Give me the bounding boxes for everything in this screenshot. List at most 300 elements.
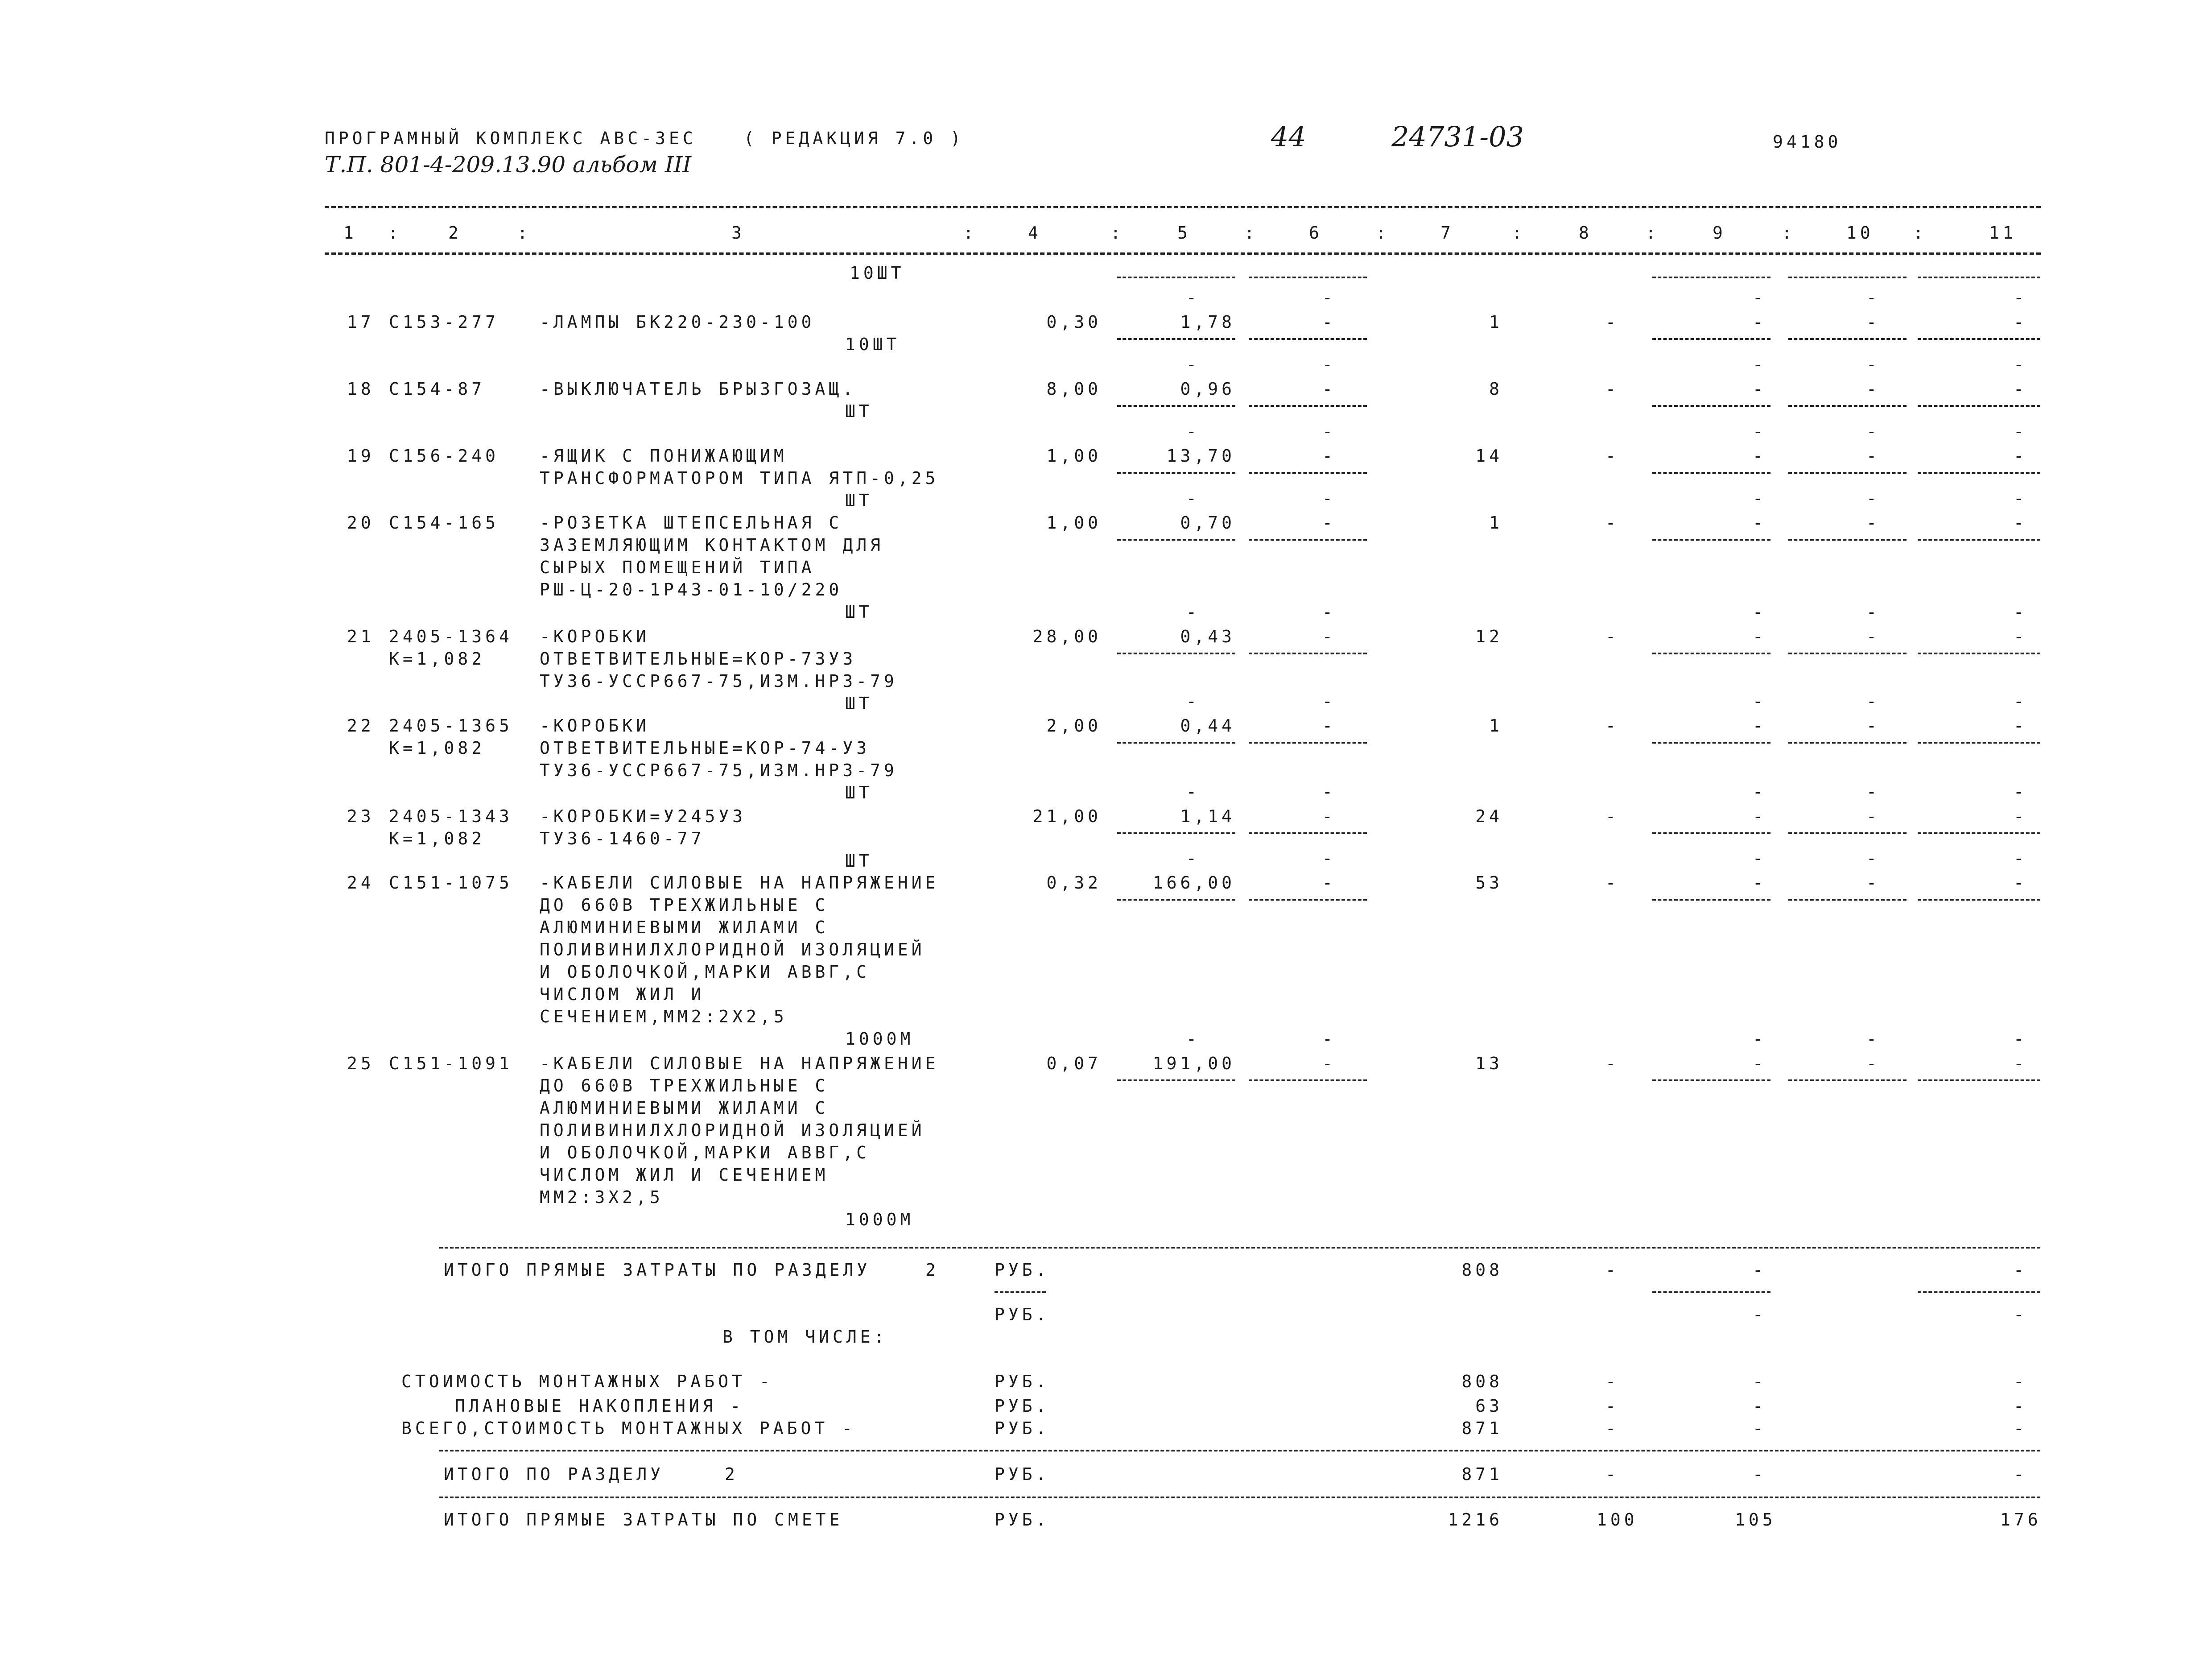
estimate-total-unit: РУБ. [995, 1510, 1050, 1530]
item-dash-above: - [1186, 488, 1200, 508]
summary-subrule [1918, 1291, 2040, 1293]
item-subrule [1788, 338, 1907, 340]
cost-breakdown-col11: - [2014, 1372, 2027, 1391]
item-unit-cost: 166,00 [1152, 873, 1235, 893]
item-unit: ШТ [845, 401, 873, 421]
item-col9: - [1753, 446, 1766, 466]
item-subrule [1918, 405, 2040, 407]
item-col11: - [2014, 873, 2027, 893]
item-code: 2405-1364 [389, 627, 513, 646]
top-unit: 10ШТ [850, 263, 905, 283]
estimate-total-col11: 176 [2000, 1510, 2042, 1530]
item-subrule [1117, 899, 1235, 901]
item-total-cost: 24 [1475, 806, 1503, 826]
column-header-5: 5 [1177, 223, 1191, 243]
cost-breakdown-total: 808 [1461, 1372, 1503, 1391]
section-total-rule [439, 1450, 2040, 1451]
summary-subrule [995, 1291, 1046, 1293]
top-subrule [1788, 277, 1907, 278]
item-dash-above: - [1322, 782, 1336, 802]
item-col11: - [2014, 716, 2027, 736]
item-dash-above: - [1753, 602, 1766, 622]
item-dash-above: - [1186, 848, 1200, 868]
item-col10: - [1866, 627, 1880, 646]
item-description-line: И ОБОЛОЧКОЙ,МАРКИ АВВГ,С [540, 962, 871, 982]
item-description-line: ТУ36-1460-77 [540, 829, 705, 848]
item-col6: - [1322, 627, 1336, 646]
item-col8: - [1605, 446, 1619, 466]
item-subrule [1652, 653, 1770, 654]
item-col9: - [1753, 379, 1766, 399]
column-header-1: 1 [343, 223, 357, 243]
item-col6: - [1322, 312, 1336, 332]
item-dash-above: - [1322, 488, 1336, 508]
document-number: 24731-03 [1391, 120, 1524, 153]
estimate-total-col9: 105 [1735, 1510, 1776, 1530]
item-subrule [1117, 338, 1235, 340]
cost-breakdown-col11: - [2014, 1418, 2027, 1438]
item-col8: - [1605, 312, 1619, 332]
item-coefficient: К=1,082 [389, 829, 486, 848]
item-description-line: ДО 660В ТРЕХЖИЛЬНЫЕ С [540, 1076, 829, 1096]
item-quantity: 28,00 [1032, 627, 1102, 646]
item-dash-above: - [1322, 422, 1336, 441]
item-dash-above: - [2014, 691, 2027, 711]
item-col10: - [1866, 716, 1880, 736]
item-subrule [1652, 832, 1770, 834]
direct-costs-unit: РУБ. [995, 1260, 1050, 1280]
column-separator: : [1512, 223, 1526, 243]
item-col6: - [1322, 446, 1336, 466]
item-subrule [1788, 653, 1907, 654]
section-total-section: 2 [725, 1464, 739, 1484]
item-col11: - [2014, 446, 2027, 466]
item-unit: ШТ [845, 851, 873, 871]
section-total-col8: - [1605, 1464, 1619, 1484]
item-dash-above: - [1186, 355, 1200, 374]
item-dash-above: - [2014, 488, 2027, 508]
item-dash-above: - [2014, 782, 2027, 802]
item-description-line: ЗАЗЕМЛЯЮЩИМ КОНТАКТОМ ДЛЯ [540, 535, 884, 555]
estimate-total-label: ИТОГО ПРЯМЫЕ ЗАТРАТЫ ПО СМЕТЕ [444, 1510, 843, 1530]
cost-breakdown-total: 63 [1475, 1396, 1503, 1416]
item-unit-cost: 0,44 [1180, 716, 1235, 736]
item-dash-above: - [1753, 355, 1766, 374]
item-dash-above: - [1753, 691, 1766, 711]
item-dash-above: - [1322, 602, 1336, 622]
item-dash-above: - [1186, 422, 1200, 441]
item-unit: ШТ [845, 602, 873, 622]
item-dash-above: - [1753, 848, 1766, 868]
item-col10: - [1866, 513, 1880, 533]
item-dash-above: - [2014, 288, 2027, 307]
item-description-line: -ЯЩИК С ПОНИЖАЮЩИМ [540, 446, 788, 466]
item-col6: - [1322, 873, 1336, 893]
item-col9: - [1753, 513, 1766, 533]
item-col6: - [1322, 806, 1336, 826]
column-header-10: 10 [1846, 223, 1874, 243]
item-unit-cost: 13,70 [1166, 446, 1235, 466]
item-col9: - [1753, 806, 1766, 826]
item-dash-above: - [1322, 288, 1336, 307]
item-subrule [1918, 832, 2040, 834]
item-col9: - [1753, 1054, 1766, 1073]
top-subrule [1249, 277, 1367, 278]
item-subrule [1249, 899, 1367, 901]
item-description-line: ДО 660В ТРЕХЖИЛЬНЫЕ С [540, 895, 829, 915]
item-dash-above: - [1866, 488, 1880, 508]
item-dash-above: - [1753, 422, 1766, 441]
item-description-line: ПОЛИВИНИЛХЛОРИДНОЙ ИЗОЛЯЦИЕЙ [540, 1120, 925, 1140]
top-subrule [1918, 277, 2040, 278]
direct-costs-col9: - [1753, 1260, 1766, 1280]
item-subrule [1249, 1079, 1367, 1081]
summary-subrule [1652, 1291, 1770, 1293]
item-quantity: 1,00 [1046, 446, 1102, 466]
direct-costs-total: 808 [1461, 1260, 1503, 1280]
item-number: 23 [347, 806, 375, 826]
item-number: 24 [347, 873, 375, 893]
item-unit: 10ШТ [845, 335, 900, 354]
item-subrule [1117, 653, 1235, 654]
section-total-value: 871 [1461, 1464, 1503, 1484]
item-subrule [1117, 539, 1235, 541]
item-col6: - [1322, 513, 1336, 533]
item-description-line: ММ2:3Х2,5 [540, 1187, 664, 1207]
column-separator: : [517, 223, 531, 243]
item-subrule [1249, 832, 1367, 834]
cost-breakdown-col9: - [1753, 1396, 1766, 1416]
item-col11: - [2014, 1054, 2027, 1073]
item-unit: 1000М [845, 1029, 914, 1049]
item-dash-above: - [1866, 848, 1880, 868]
item-dash-above: - [1866, 355, 1880, 374]
item-subrule [1918, 472, 2040, 474]
cost-breakdown-col9: - [1753, 1372, 1766, 1391]
item-dash-above: - [1322, 848, 1336, 868]
item-code: 2405-1365 [389, 716, 513, 736]
item-total-cost: 14 [1475, 446, 1503, 466]
item-dash-above: - [1322, 1029, 1336, 1049]
direct-costs-label: ИТОГО ПРЯМЫЕ ЗАТРАТЫ ПО РАЗДЕЛУ [444, 1260, 871, 1280]
item-unit-cost: 0,43 [1180, 627, 1235, 646]
item-total-cost: 53 [1475, 873, 1503, 893]
item-subrule [1788, 405, 1907, 407]
column-header-3: 3 [731, 223, 745, 243]
item-dash-above: - [1866, 691, 1880, 711]
item-subrule [1117, 405, 1235, 407]
item-number: 19 [347, 446, 375, 466]
item-col9: - [1753, 627, 1766, 646]
item-col11: - [2014, 312, 2027, 332]
item-subrule [1918, 1079, 2040, 1081]
column-separator: : [963, 223, 977, 243]
item-dash-above: - [1186, 1029, 1200, 1049]
item-quantity: 1,00 [1046, 513, 1102, 533]
item-quantity: 8,00 [1046, 379, 1102, 399]
cost-breakdown-unit: РУБ. [995, 1418, 1050, 1438]
item-col10: - [1866, 1054, 1880, 1073]
item-dash-above: - [2014, 1029, 2027, 1049]
item-subrule [1249, 338, 1367, 340]
top-subrule [1652, 277, 1770, 278]
item-subrule [1249, 653, 1367, 654]
item-code: С153-277 [389, 312, 499, 332]
item-description-line: -КОРОБКИ [540, 627, 650, 646]
item-number: 22 [347, 716, 375, 736]
cost-breakdown-col9: - [1753, 1418, 1766, 1438]
item-number: 25 [347, 1054, 375, 1073]
item-subrule [1918, 338, 2040, 340]
item-description-line: -КОРОБКИ [540, 716, 650, 736]
estimate-total-rule [439, 1497, 2040, 1498]
item-dash-above: - [1866, 1029, 1880, 1049]
item-col6: - [1322, 1054, 1336, 1073]
second-unit-col9: - [1753, 1305, 1766, 1324]
item-description-line: -ВЫКЛЮЧАТЕЛЬ БРЫЗГОЗАЩ. [540, 379, 857, 399]
item-col11: - [2014, 379, 2027, 399]
item-number: 17 [347, 312, 375, 332]
item-code: С156-240 [389, 446, 499, 466]
item-quantity: 0,32 [1046, 873, 1102, 893]
item-subrule [1788, 899, 1907, 901]
cost-breakdown-col8: - [1605, 1396, 1619, 1416]
item-dash-above: - [2014, 355, 2027, 374]
item-subrule [1652, 539, 1770, 541]
item-description-line: ОТВЕТВИТЕЛЬНЫЕ=КОР-73У3 [540, 649, 857, 669]
item-description-line: -РОЗЕТКА ШТЕПСЕЛЬНАЯ С [540, 513, 843, 533]
item-subrule [1918, 539, 2040, 541]
item-unit-cost: 1,14 [1180, 806, 1235, 826]
second-unit: РУБ. [995, 1305, 1050, 1324]
program-title: ПРОГРАМНЫЙ КОМПЛЕКС АВС-3ЕС [325, 128, 697, 148]
item-description-line: -ЛАМПЫ БК220-230-100 [540, 312, 815, 332]
top-subrule [1117, 277, 1235, 278]
item-dash-above: - [1186, 782, 1200, 802]
item-code: С154-165 [389, 513, 499, 533]
item-col8: - [1605, 379, 1619, 399]
item-description-line: ТУ36-УССР667-75,ИЗМ.НР3-79 [540, 671, 898, 691]
item-dash-above: - [2014, 602, 2027, 622]
item-unit-cost: 1,78 [1180, 312, 1235, 332]
item-col8: - [1605, 873, 1619, 893]
page-number: 44 [1271, 120, 1306, 153]
column-separator: : [1110, 223, 1124, 243]
item-number: 18 [347, 379, 375, 399]
item-description-line: ТРАНСФОРМАТОРОМ ТИПА ЯТП-0,25 [540, 468, 939, 488]
item-quantity: 21,00 [1032, 806, 1102, 826]
item-dash-above: - [1753, 782, 1766, 802]
item-dash-above: - [1753, 488, 1766, 508]
item-subrule [1249, 539, 1367, 541]
item-subrule [1918, 653, 2040, 654]
item-coefficient: К=1,082 [389, 738, 486, 758]
item-unit: 1000М [845, 1210, 914, 1229]
item-unit-cost: 0,70 [1180, 513, 1235, 533]
item-code: С151-1091 [389, 1054, 513, 1073]
section-total-col9: - [1753, 1464, 1766, 1484]
item-subrule [1249, 405, 1367, 407]
item-subrule [1117, 1079, 1235, 1081]
item-col9: - [1753, 873, 1766, 893]
item-subrule [1117, 832, 1235, 834]
column-separator: : [1244, 223, 1258, 243]
header-top-rule [325, 206, 2041, 208]
column-header-9: 9 [1713, 223, 1726, 243]
section-total-unit: РУБ. [995, 1464, 1050, 1484]
item-dash-above: - [1322, 355, 1336, 374]
item-col10: - [1866, 312, 1880, 332]
item-description-line: -КАБЕЛИ СИЛОВЫЕ НА НАПРЯЖЕНИЕ [540, 873, 939, 893]
item-subrule [1652, 742, 1770, 744]
item-subrule [1652, 1079, 1770, 1081]
cost-breakdown-col8: - [1605, 1372, 1619, 1391]
item-col10: - [1866, 379, 1880, 399]
cost-breakdown-unit: РУБ. [995, 1372, 1050, 1391]
column-separator: : [1376, 223, 1390, 243]
item-description-line: ЧИСЛОМ ЖИЛ И [540, 984, 705, 1004]
item-subrule [1918, 899, 2040, 901]
item-dash-above: - [1753, 1029, 1766, 1049]
column-header-7: 7 [1440, 223, 1454, 243]
item-total-cost: 13 [1475, 1054, 1503, 1073]
item-dash-above: - [1866, 288, 1880, 307]
direct-costs-col11: - [2014, 1260, 2027, 1280]
direct-costs-section: 2 [925, 1260, 939, 1280]
section-total-label: ИТОГО ПО РАЗДЕЛУ [444, 1464, 664, 1484]
item-code: С154-87 [389, 379, 486, 399]
item-unit: ШТ [845, 783, 873, 802]
column-separator: : [1646, 223, 1659, 243]
second-unit-col11: - [2014, 1305, 2027, 1324]
item-description-line: РШ-Ц-20-1Р43-01-10/220 [540, 580, 843, 600]
column-header-4: 4 [1028, 223, 1042, 243]
item-col8: - [1605, 716, 1619, 736]
item-col9: - [1753, 716, 1766, 736]
item-col11: - [2014, 627, 2027, 646]
estimate-total-col8: 100 [1597, 1510, 1638, 1530]
item-dash-above: - [1186, 691, 1200, 711]
item-subrule [1788, 1079, 1907, 1081]
column-separator: : [1913, 223, 1927, 243]
item-col10: - [1866, 446, 1880, 466]
direct-costs-col8: - [1605, 1260, 1619, 1280]
item-total-cost: 12 [1475, 627, 1503, 646]
item-total-cost: 1 [1489, 513, 1503, 533]
item-description-line: ТУ36-УССР667-75,ИЗМ.НР3-79 [540, 761, 898, 780]
item-unit: ШТ [845, 491, 873, 510]
item-col9: - [1753, 312, 1766, 332]
including-label: В ТОМ ЧИСЛЕ: [722, 1327, 888, 1347]
item-unit-cost: 0,96 [1180, 379, 1235, 399]
item-description-line: СЫРЫХ ПОМЕЩЕНИЙ ТИПА [540, 558, 815, 577]
item-quantity: 0,30 [1046, 312, 1102, 332]
cost-breakdown-total: 871 [1461, 1418, 1503, 1438]
cost-breakdown-col11: - [2014, 1396, 2027, 1416]
item-code: 2405-1343 [389, 806, 513, 826]
item-description-line: СЕЧЕНИЕМ,ММ2:2Х2,5 [540, 1007, 788, 1026]
item-description-line: АЛЮМИНИЕВЫМИ ЖИЛАМИ С [540, 918, 829, 937]
item-total-cost: 1 [1489, 312, 1503, 332]
item-subrule [1918, 742, 2040, 744]
item-col10: - [1866, 806, 1880, 826]
item-description-line: АЛЮМИНИЕВЫМИ ЖИЛАМИ С [540, 1098, 829, 1118]
section-total-col11: - [2014, 1464, 2027, 1484]
item-col11: - [2014, 806, 2027, 826]
item-unit-cost: 191,00 [1152, 1054, 1235, 1073]
item-col11: - [2014, 513, 2027, 533]
column-separator: : [1782, 223, 1795, 243]
item-dash-above: - [2014, 422, 2027, 441]
item-code: С151-1075 [389, 873, 513, 893]
item-subrule [1788, 539, 1907, 541]
item-number: 21 [347, 627, 375, 646]
item-subrule [1652, 405, 1770, 407]
header-bottom-rule [325, 252, 2041, 255]
item-quantity: 0,07 [1046, 1054, 1102, 1073]
item-subrule [1788, 472, 1907, 474]
item-subrule [1117, 742, 1235, 744]
item-col8: - [1605, 1054, 1619, 1073]
cost-breakdown-col8: - [1605, 1418, 1619, 1438]
project-reference: Т.П. 801-4-209.13.90 альбом III [325, 152, 692, 178]
column-header-11: 11 [1989, 223, 2017, 243]
estimate-total-value: 1216 [1448, 1510, 1503, 1530]
item-dash-above: - [2014, 848, 2027, 868]
item-subrule [1117, 472, 1235, 474]
item-subrule [1249, 742, 1367, 744]
item-description-line: ОТВЕТВИТЕЛЬНЫЕ=КОР-74-У3 [540, 738, 871, 758]
item-subrule [1652, 899, 1770, 901]
item-subrule [1788, 742, 1907, 744]
item-description-line: И ОБОЛОЧКОЙ,МАРКИ АВВГ,С [540, 1143, 871, 1162]
item-subrule [1652, 338, 1770, 340]
item-dash-above: - [1866, 782, 1880, 802]
item-dash-above: - [1866, 602, 1880, 622]
item-col6: - [1322, 716, 1336, 736]
item-dash-above: - [1866, 422, 1880, 441]
item-dash-above: - [1322, 691, 1336, 711]
item-col8: - [1605, 513, 1619, 533]
cost-breakdown-label: СТОИМОСТЬ МОНТАЖНЫХ РАБОТ - [401, 1372, 773, 1391]
item-quantity: 2,00 [1046, 716, 1102, 736]
item-subrule [1249, 472, 1367, 474]
item-col10: - [1866, 873, 1880, 893]
item-description-line: -КАБЕЛИ СИЛОВЫЕ НА НАПРЯЖЕНИЕ [540, 1054, 939, 1073]
summary-top-rule [439, 1247, 2040, 1249]
column-separator: : [388, 223, 402, 243]
cost-breakdown-label: ВСЕГО,СТОИМОСТЬ МОНТАЖНЫХ РАБОТ - [401, 1418, 856, 1438]
item-number: 20 [347, 513, 375, 533]
item-total-cost: 1 [1489, 716, 1503, 736]
item-description-line: ЧИСЛОМ ЖИЛ И СЕЧЕНИЕМ [540, 1165, 829, 1185]
item-subrule [1788, 832, 1907, 834]
code-number: 94180 [1773, 132, 1842, 152]
cost-breakdown-label: ПЛАНОВЫЕ НАКОПЛЕНИЯ - [455, 1396, 744, 1416]
item-dash-above: - [1753, 288, 1766, 307]
item-dash-above: - [1186, 288, 1200, 307]
item-description-line: ПОЛИВИНИЛХЛОРИДНОЙ ИЗОЛЯЦИЕЙ [540, 940, 925, 959]
item-col8: - [1605, 806, 1619, 826]
item-unit: ШТ [845, 694, 873, 713]
column-header-8: 8 [1579, 223, 1593, 243]
item-col8: - [1605, 627, 1619, 646]
cost-breakdown-unit: РУБ. [995, 1396, 1050, 1416]
edition-label: ( РЕДАКЦИЯ 7.0 ) [744, 128, 965, 148]
item-col6: - [1322, 379, 1336, 399]
item-description-line: -КОРОБКИ=У245У3 [540, 806, 747, 826]
item-total-cost: 8 [1489, 379, 1503, 399]
